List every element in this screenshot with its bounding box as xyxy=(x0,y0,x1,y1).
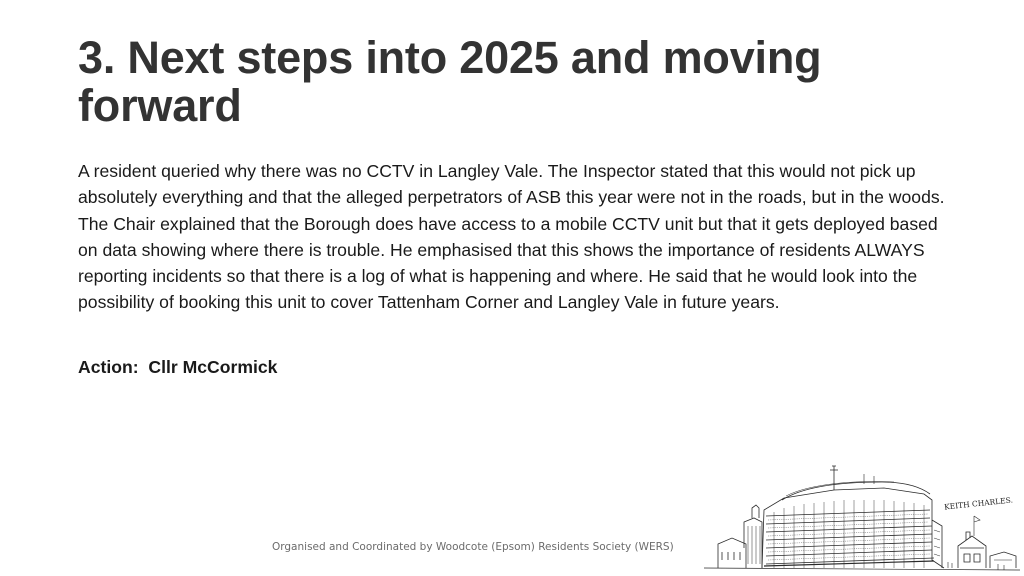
action-line: Action: Cllr McCormick xyxy=(78,357,278,377)
body-paragraph: A resident queried why there was no CCTV in Langley Vale. The Inspector stated that this would not pick up absolutely everything and that the alleged perpetrators of ASB this year were not in the roads, but in the woods. The Chair explained that the Borough does have access to a mobile CCTV unit but that it gets deployed based on data showing where there is trouble. He emphasised that this shows the importance of residents ALWAYS reporting incidents so that there is a log of what is happening and where. He said that he would look into the possibility of booking this unit to cover Tattenham Corner and Langley Vale in future years. xyxy=(78,161,959,313)
grandstand-sketch xyxy=(704,460,1020,574)
footer-credit: Organised and Coordinated by Woodcote (Epsom) Residents Society (WERS) xyxy=(272,541,674,553)
slide-title: 3. Next steps into 2025 and moving forward xyxy=(78,32,822,131)
artist-signature: KEITH CHARLES. xyxy=(943,495,1014,512)
